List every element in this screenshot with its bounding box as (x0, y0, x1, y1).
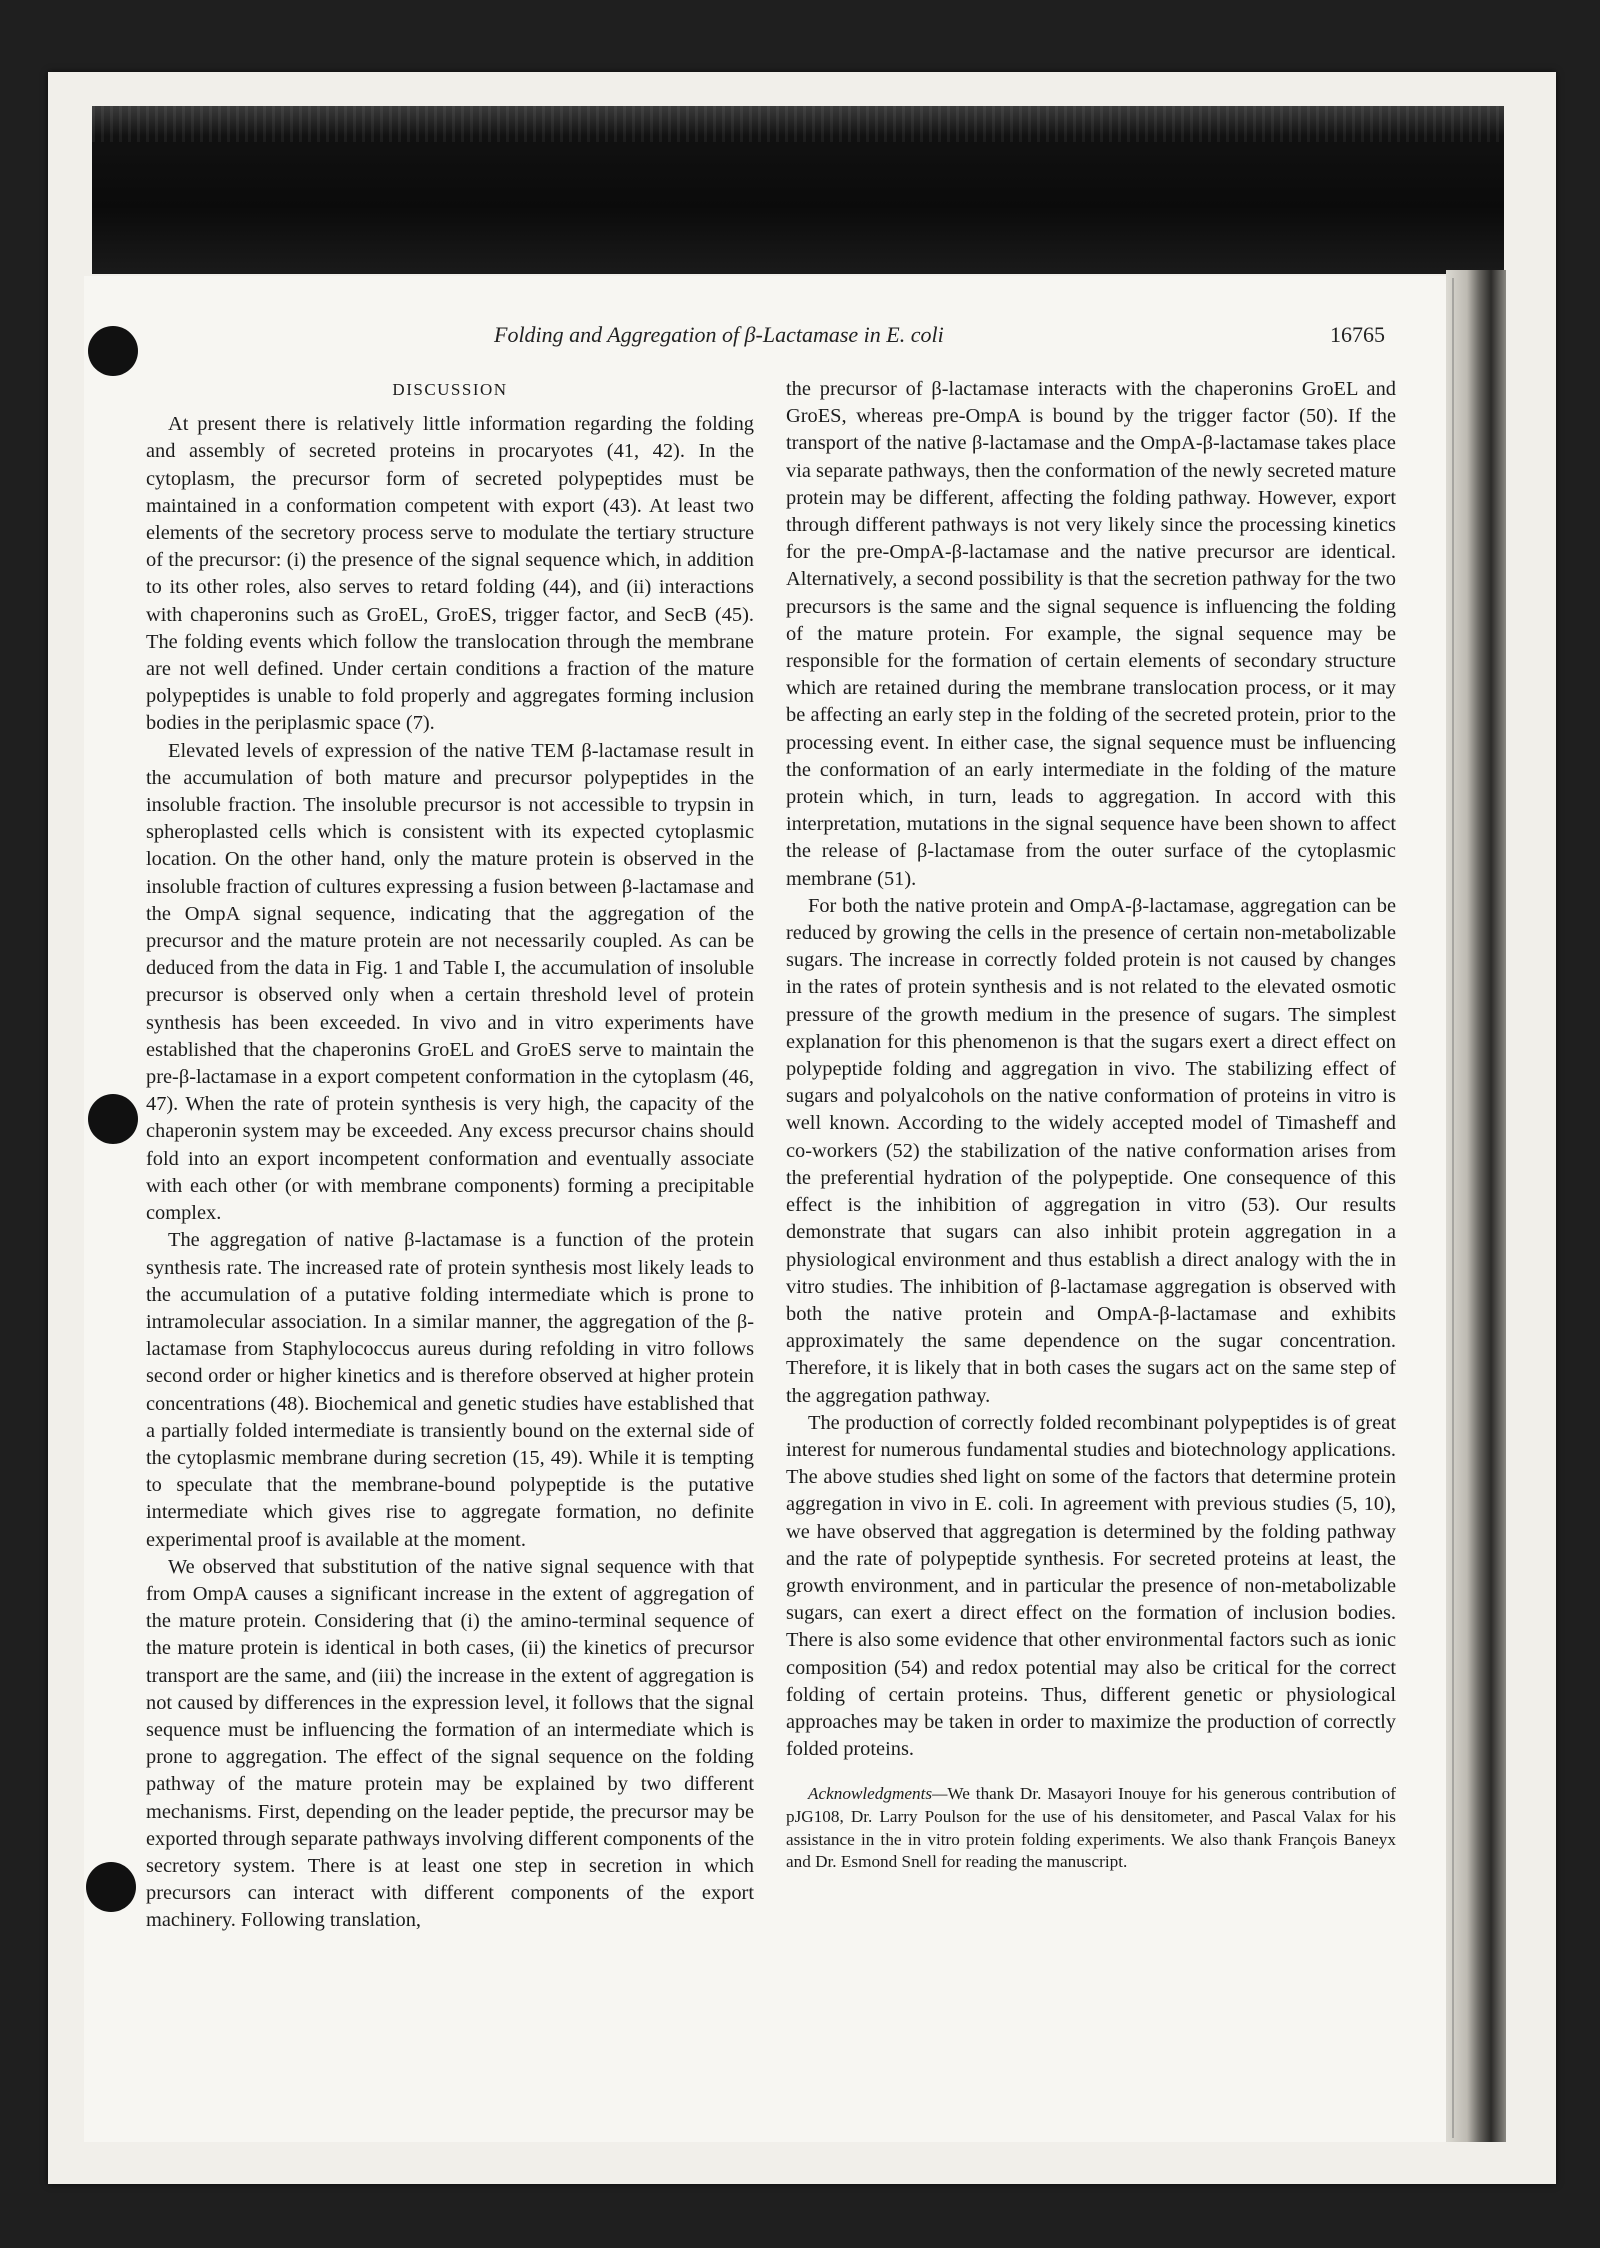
paragraph: At present there is relatively little information regarding the folding and assembly of secreted proteins in procaryotes (41, 42). In the cytoplasm, the precursor form of secreted polypeptides must be maintained in a conformation competent with export (43). At least two elements of the secretory process serve to modulate the tertiary structure of the precursor: (i) the presence of the signal sequence which, in addition to its other roles, also serves to retard folding (44), and (ii) interactions with chaperonins such as GroEL, GroES, trigger factor, and SecB (45). The folding events which follow the translocation through the membrane are not well defined. Under certain conditions a fraction of the mature polypeptides is unable to fold properly and aggregates forming inclusion bodies in the periplasmic space (7). (146, 413, 754, 735)
page-crease (1452, 278, 1454, 2138)
left-column (146, 376, 754, 2136)
acknowledgments (786, 1783, 1396, 1873)
section-heading: DISCUSSION (392, 380, 508, 399)
acknowledgments-lead: Acknowledgments— (808, 1784, 948, 1804)
paragraph: For both the native protein and OmpA-β-lactamase, aggregation can be reduced by growing the cells in the presence of certain non-metabolizable sugars. The increase in correctly folded protein is not caused by changes in the rates of protein synthesis and is not related to the elevated osmotic pressure of the growth medium in the presence of sugars. The simplest explanation for this phenomenon is that the sugars exert a direct effect on polypeptide folding and aggregation in vivo. The stabilizing effect of sugars and polyalcohols on the native conformation of proteins in vitro is well known. According to the widely accepted model of Timasheff and co-workers (52) the stabilization of the native conformation arises from the preferential hydration of the polypeptide. One consequence of this effect is the inhibition of aggregation in vitro (53). Our results demonstrate that sugars can also inhibit protein aggregation in a physiological environment and thus establish a direct analogy with the in vitro studies. The inhibition of β-lactamase aggregation is observed with both the native protein and OmpA-β-lactamase and exhibits approximately the same dependence on the sugar concentration. Therefore, it is likely that in both cases the sugars act on the same step of the aggregation pathway. (786, 894, 1396, 1407)
paragraph: The production of correctly folded recombinant polypeptides is of great interest for numerous fundamental studies and biotechnology applications. The above studies shed light on some of the factors that determine protein aggregation in vivo in E. coli. In agreement with previous studies (5, 10), we have observed that aggregation is determined by the folding pathway and the rate of polypeptide synthesis. For secreted proteins at least, the growth environment, and in particular the presence of non-metabolizable sugars, can exert a direct effect on the formation of inclusion bodies. There is also some evidence that other environmental factors such as ionic composition (54) and redox potential may also be critical for the correct folding of certain proteins. Thus, different genetic or physiological approaches may be taken in order to maximize the production of correctly folded proteins. (786, 1411, 1396, 1761)
scan-dark-band (92, 106, 1504, 274)
running-title: Folding and Aggregation of β-Lactamase in E. coli (494, 322, 944, 347)
page-number: 16765 (1330, 322, 1385, 347)
page-edge-shadow (1446, 270, 1506, 2142)
punch-hole-middle (88, 1094, 138, 1144)
paragraph: the precursor of β-lactamase interacts with the chaperonins GroEL and GroES, whereas pre-OmpA is bound by the trigger factor (50). If the transport of the native β-lactamase and the OmpA-β-lactamase takes place via separate pathways, then the conformation of the newly secreted mature protein may be different, affecting the folding pathway. However, export through different pathways is not very likely since the processing kinetics for the pre-OmpA-β-lactamase and the native precursor are identical. Alternatively, a second possibility is that the secretion pathway for the two precursors is the same and the signal sequence is influencing the folding of the mature protein. For example, the signal sequence may be responsible for the formation of certain elements of secondary structure which are retained during the membrane translocation process, or it may be affecting an early step in the folding of the secreted protein, prior to the processing event. In either case, the signal sequence must be influencing the conformation of an early intermediate in the folding of the mature protein which, in turn, leads to aggregation. In accord with this interpretation, mutations in the signal sequence have been shown to affect the release of β-lactamase from the outer surface of the cytoplasmic membrane (51). (786, 378, 1396, 890)
page-header (0, 322, 1600, 352)
paragraph: We observed that substitution of the native signal sequence with that from OmpA causes a significant increase in the extent of aggregation of the mature protein. Considering that (i) the amino-terminal sequence of the mature protein is identical in both cases, (ii) the kinetics of precursor transport are the same, and (iii) the increase in the extent of aggregation is not caused by differences in the expression level, it follows that the signal sequence must be influencing the formation of an intermediate which is prone to aggregation. The effect of the signal sequence on the folding pathway of the mature protein may be explained by two different mechanisms. First, depending on the leader peptide, the precursor may be exported through separate pathways involving different components of the secretory system. There is at least one step in secretion in which precursors can interact with different components of the export machinery. Following translation, (146, 1555, 754, 1932)
paragraph: The aggregation of native β-lactamase is a function of the protein synthesis rate. The increased rate of protein synthesis most likely leads to the accumulation of a putative folding intermediate which is prone to intramolecular association. In a similar manner, the aggregation of the β-lactamase from Staphylococcus aureus during refolding in vitro follows second order or higher kinetics and is therefore observed at higher protein concentrations (48). Biochemical and genetic studies have established that a partially folded intermediate is transiently bound on the external side of the cytoplasmic membrane during secretion (15, 49). While it is tempting to speculate that the membrane-bound polypeptide is the putative intermediate which gives rise to aggregate formation, no definite experimental proof is available at the moment. (146, 1229, 754, 1551)
paragraph: Elevated levels of expression of the native TEM β-lactamase result in the accumulation of both mature and precursor polypeptides in the insoluble fraction. The insoluble precursor is not accessible to trypsin in spheroplasted cells which is consistent with its expected cytoplasmic location. On the other hand, only the mature protein is observed in the insoluble fraction of cultures expressing a fusion between β-lactamase and the OmpA signal sequence, indicating that the aggregation of the precursor and the mature protein are not necessarily coupled. As can be deduced from the data in Fig. 1 and Table I, the accumulation of insoluble precursor is observed only when a certain threshold level of protein synthesis has been exceeded. In vivo and in vitro experiments have established that the chaperonins GroEL and GroES serve to maintain the pre-β-lactamase in a export competent conformation in the cytoplasm (46, 47). When the rate of protein synthesis is very high, the capacity of the chaperonin system may be exceeded. Any excess precursor chains should fold into an export incompetent conformation and eventually associate with each other (or with membrane components) forming a precipitable complex. (146, 739, 754, 1225)
acknowledgments-text: We thank Dr. Masayori Inouye for his generous contribution of pJG108, Dr. Larry Poulson for the use of his densitometer, and Pascal Valax for his assistance in the in vitro protein folding experiments. We also thank François Baneyx and Dr. Esmond Snell for reading the manuscript. (786, 1784, 1396, 1872)
right-column (786, 376, 1396, 2136)
punch-hole-bottom (86, 1862, 136, 1912)
